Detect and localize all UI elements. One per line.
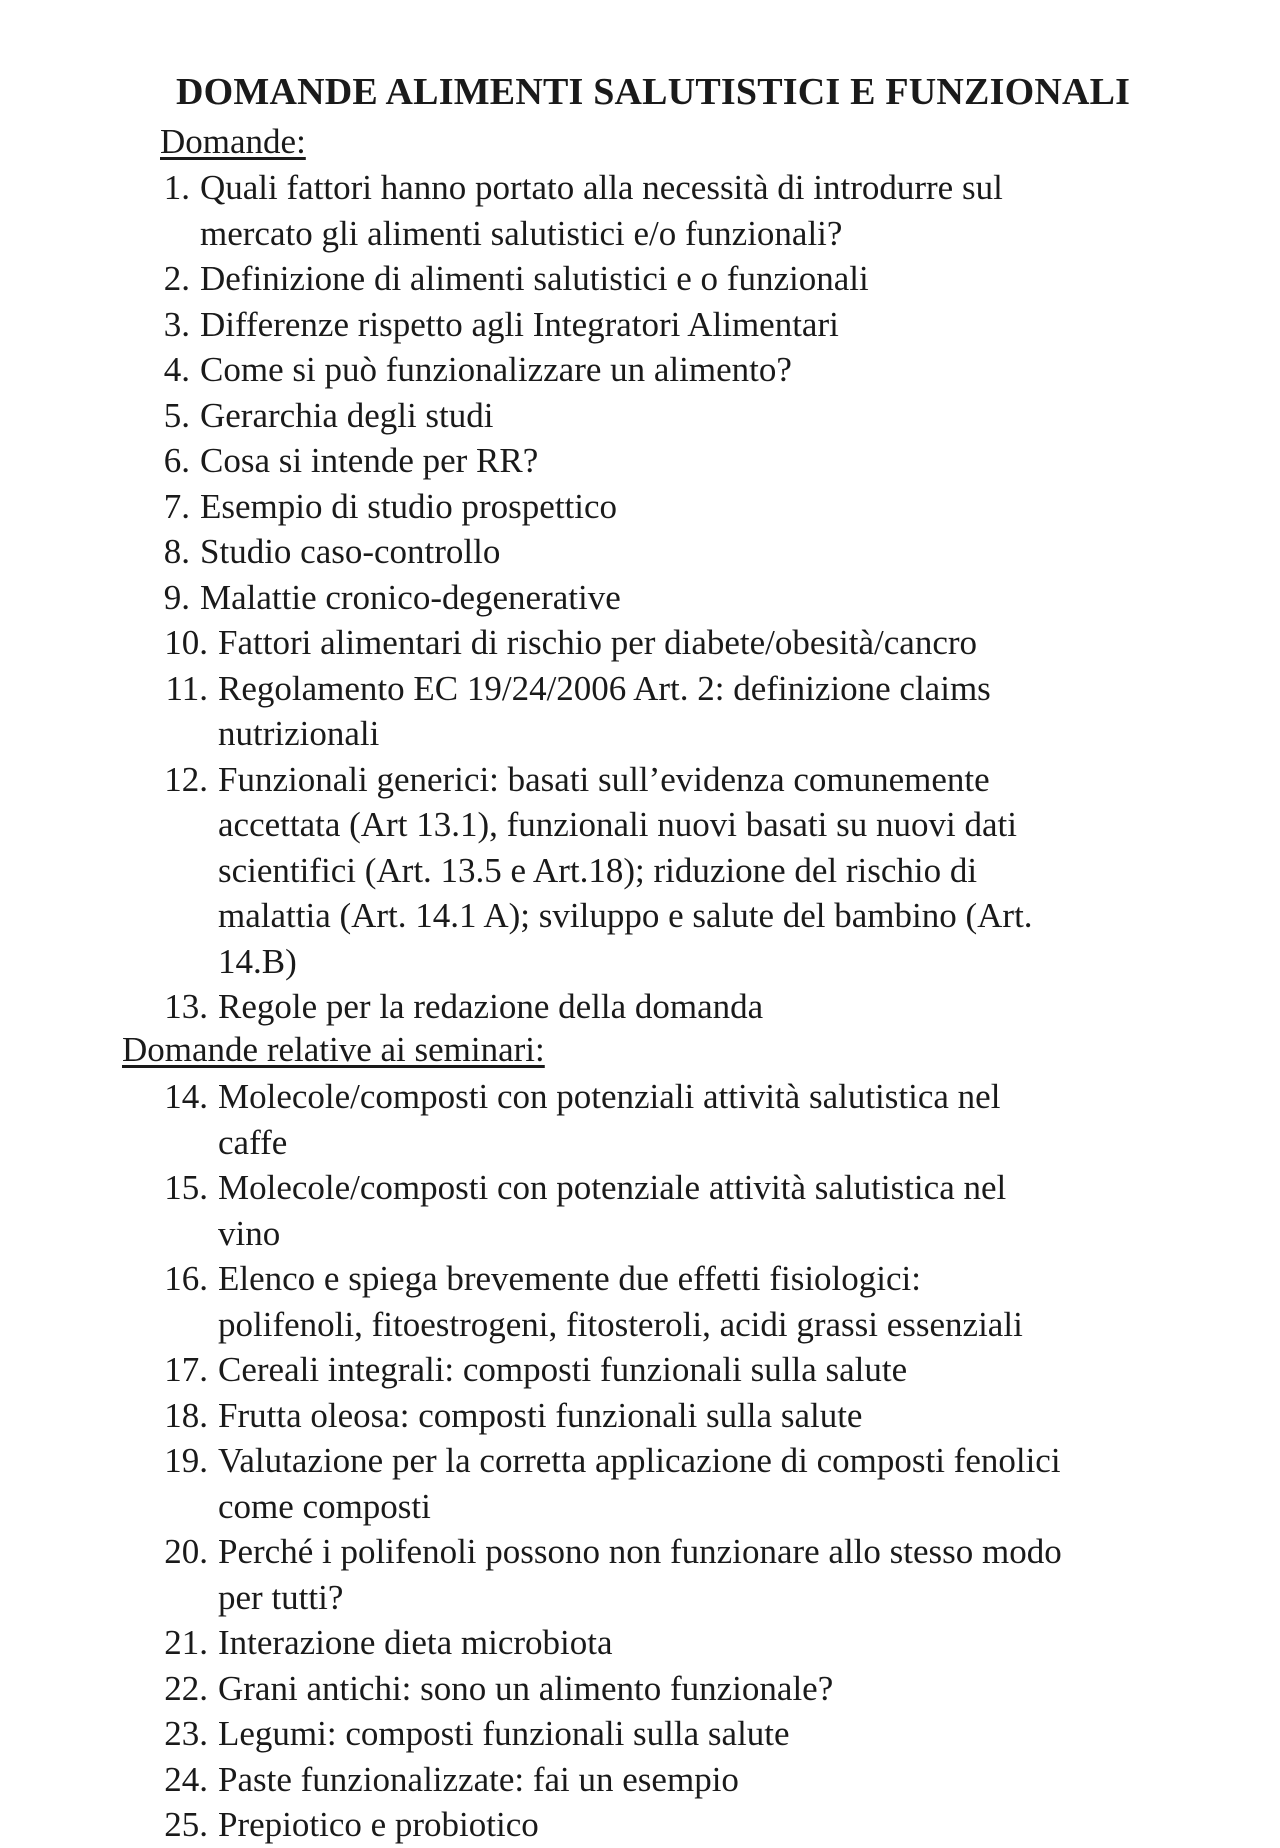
question-number: 15. [164, 1168, 208, 1207]
question-number: 23. [164, 1714, 208, 1753]
question-text: Perché i polifenoli possono non funzionare allo stesso modo per tutti? [218, 1532, 1062, 1617]
question-number: 12. [164, 759, 208, 799]
question-text: Funzionali generici: basati sull’evidenza comunemente accettata (Art 13.1), funzionali nuovi basati su nuovi dati scientifici (Art. 13.5 e Art.18); riduzione del rischio di malattia (Art. 14.1 A); sviluppo e salute del bambino (Art. 14.B) [218, 759, 1033, 981]
question-number: 25. [164, 1805, 208, 1844]
question-item [146, 984, 1146, 1030]
question-text: Cereali integrali: composti funzionali sulla salute [218, 1350, 908, 1389]
question-item [146, 347, 1146, 393]
question-item [146, 666, 1146, 757]
question-number: 3. [163, 304, 190, 344]
question-number: 1. [163, 168, 190, 207]
question-item [146, 1666, 1146, 1712]
question-text: Grani antichi: sono un alimento funzionale? [218, 1668, 834, 1708]
question-item [146, 165, 1146, 256]
question-number: 16. [164, 1259, 208, 1298]
question-number: 11. [165, 668, 208, 708]
question-number: 18. [164, 1395, 208, 1435]
question-number: 2. [163, 259, 190, 298]
question-text: Come si può funzionalizzare un alimento? [200, 350, 792, 389]
question-text: Quali fattori hanno portato alla necessità di introdurre sul mercato gli alimenti salutistici e/o funzionali? [200, 168, 1003, 253]
question-item [146, 1393, 1146, 1439]
question-item [146, 1256, 1146, 1347]
question-item [146, 529, 1146, 575]
question-number: 14. [164, 1077, 208, 1116]
question-text: Interazione dieta microbiota [218, 1623, 613, 1662]
question-item [146, 393, 1146, 439]
question-number: 22. [164, 1668, 208, 1708]
question-text: Regole per la redazione della domanda [218, 987, 764, 1026]
document-title: DOMANDE ALIMENTI SALUTISTICI E FUNZIONALI [176, 71, 1131, 113]
question-item [146, 620, 1146, 666]
question-text: Esempio di studio prospettico [200, 486, 618, 526]
question-list-seminari [146, 1074, 1146, 1848]
question-number: 13. [164, 987, 208, 1026]
question-item [146, 1802, 1146, 1848]
question-list-main [146, 165, 1146, 1030]
question-item [146, 1074, 1146, 1165]
question-text: Studio caso-controllo [200, 532, 501, 571]
question-text: Elenco e spiega brevemente due effetti fisiologici: polifenoli, fitoestrogeni, fitosteroli, acidi grassi essenziali [218, 1259, 1023, 1344]
question-number: 5. [163, 395, 190, 435]
question-text: Legumi: composti funzionali sulla salute [218, 1714, 790, 1753]
question-item [146, 575, 1146, 621]
question-number: 8. [163, 532, 190, 571]
question-number: 17. [164, 1350, 208, 1389]
question-item [146, 1757, 1146, 1803]
question-number: 24. [164, 1759, 208, 1799]
question-text: Valutazione per la corretta applicazione di composti fenolici come composti [218, 1441, 1061, 1526]
question-text: Differenze rispetto agli Integratori Alimentari [200, 304, 839, 344]
question-item [146, 302, 1146, 348]
question-item [146, 484, 1146, 530]
section-heading-seminari: Domande relative ai seminari: [122, 1030, 545, 1069]
question-number: 7. [163, 486, 190, 526]
question-text: Malattie cronico-degenerative [200, 577, 621, 617]
question-text: Molecole/composti con potenziali attività salutistica nel caffe [218, 1077, 1001, 1162]
section-heading-domande: Domande: [160, 122, 306, 161]
question-number: 6. [163, 441, 190, 480]
question-text: Molecole/composti con potenziale attività salutistica nel vino [218, 1168, 1007, 1253]
question-number: 21. [164, 1623, 208, 1662]
question-text: Cosa si intende per RR? [200, 441, 539, 480]
question-text: Paste funzionalizzate: fai un esempio [218, 1759, 739, 1799]
question-item [146, 1529, 1146, 1620]
question-text: Prepiotico e probiotico [218, 1805, 539, 1844]
question-number: 10. [164, 623, 208, 662]
question-item [146, 757, 1146, 985]
question-number: 19. [164, 1441, 208, 1480]
question-number: 9. [163, 577, 190, 617]
question-text: Frutta oleosa: composti funzionali sulla salute [218, 1395, 863, 1435]
question-item [146, 1711, 1146, 1757]
question-item [146, 438, 1146, 484]
question-item [146, 1438, 1146, 1529]
question-text: Gerarchia degli studi [200, 395, 494, 435]
question-item [146, 1165, 1146, 1256]
question-item [146, 256, 1146, 302]
question-number: 4. [163, 350, 190, 389]
question-item [146, 1347, 1146, 1393]
question-text: Fattori alimentari di rischio per diabete/obesità/cancro [218, 623, 978, 662]
question-number: 20. [164, 1532, 208, 1571]
question-text: Definizione di alimenti salutistici e o funzionali [200, 259, 869, 298]
question-text: Regolamento EC 19/24/2006 Art. 2: definizione claims nutrizionali [218, 668, 991, 753]
question-item [146, 1620, 1146, 1666]
